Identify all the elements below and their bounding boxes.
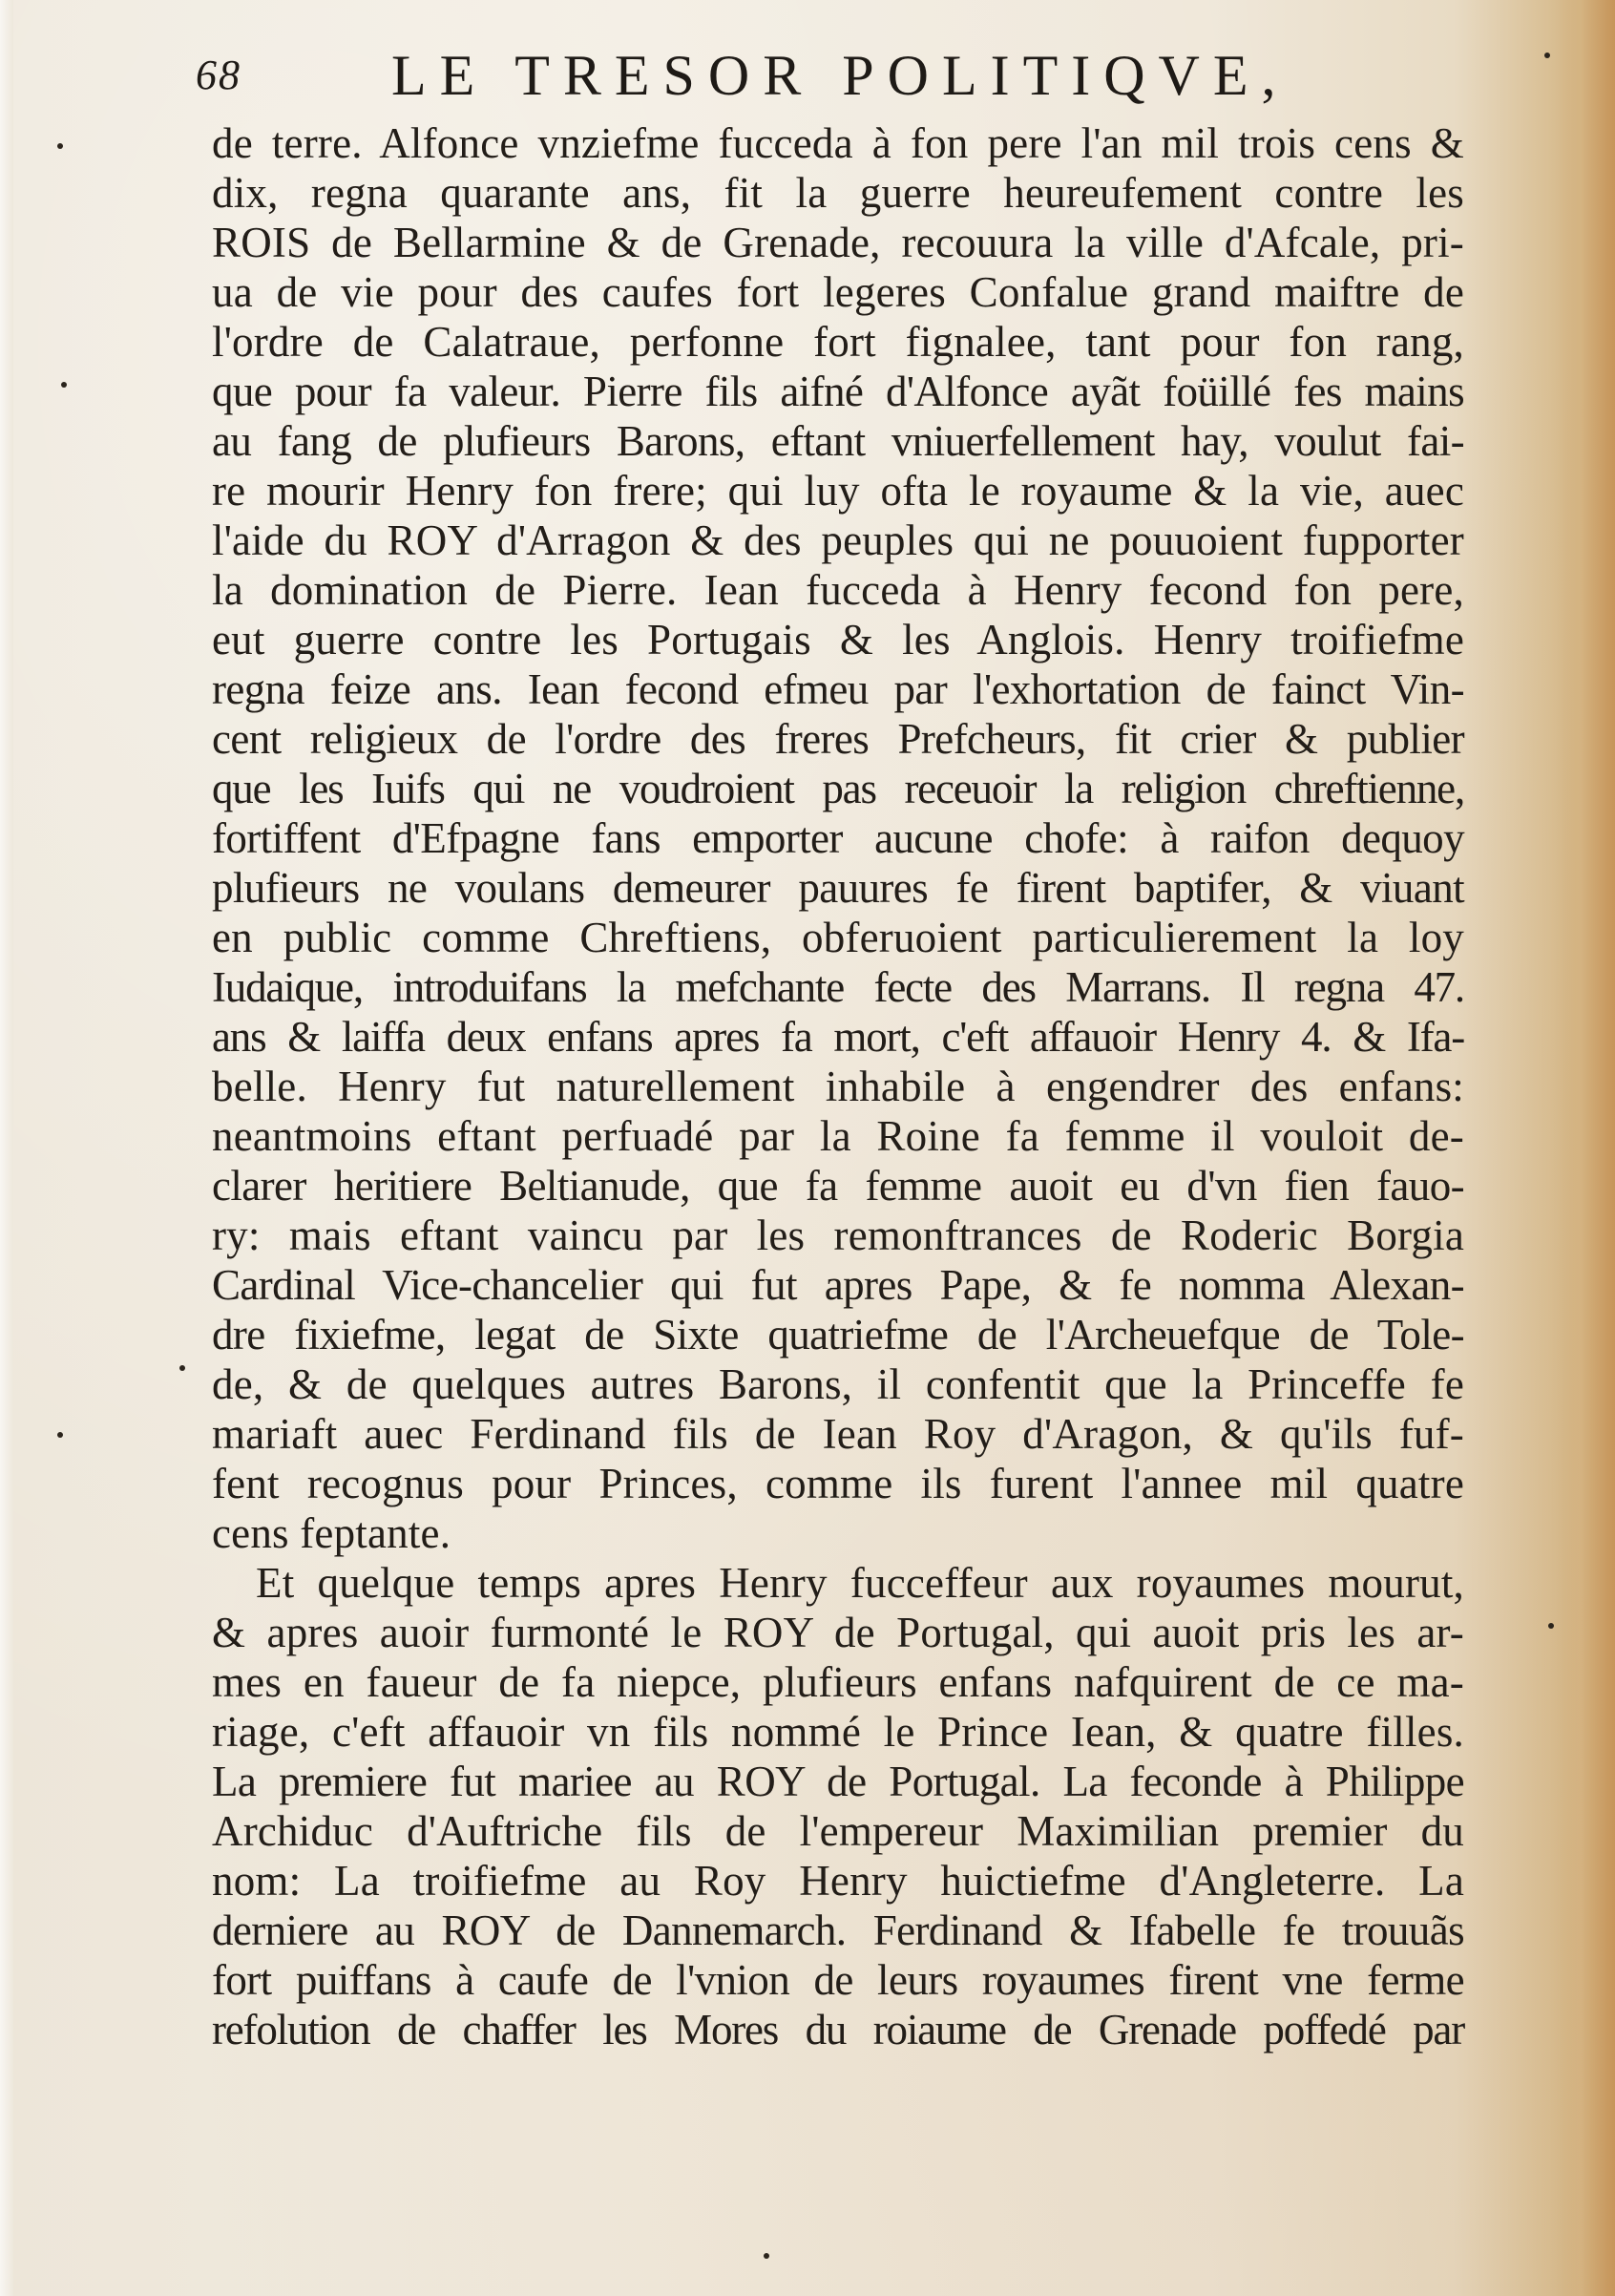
text-line: Et quelque temps apres Henry fucceffeur aux royaumes mourut, (256, 1559, 1464, 1607)
text-line: & apres auoir furmonté le ROY de Portugal, qui auoit pris les ar- (212, 1609, 1464, 1656)
running-head (196, 43, 1456, 110)
text-line: derniere au ROY de Dannemarch. Ferdinand & Ifabelle fe trouuãs (212, 1906, 1464, 1954)
page-edge-shadow (1558, 0, 1615, 2296)
ink-speck (1548, 1623, 1554, 1629)
page-left-margin (0, 0, 13, 2296)
text-line: de terre. Alfonce vnziefme fucceda à fon pere l'an mil trois cens & (212, 119, 1464, 167)
paragraph-1 (212, 118, 1464, 1558)
text-line: fortiffent d'Efpagne fans emporter aucune chofe: à raifon dequoy (212, 814, 1464, 862)
text-line: ua de vie pour des caufes fort legeres Confalue grand maiftre de (212, 268, 1464, 316)
text-line: cent religieux de l'ordre des freres Prefcheurs, fit crier & publier (212, 715, 1464, 763)
text-line: la domination de Pierre. Iean fucceda à Henry fecond fon pere, (212, 566, 1464, 614)
text-line: neantmoins eftant perfuadé par la Roine fa femme il vouloit de- (212, 1112, 1464, 1160)
text-line: fent recognus pour Princes, comme ils furent l'annee mil quatre (212, 1460, 1464, 1507)
text-line: riage, c'eft affauoir vn fils nommé le Prince Iean, & quatre filles. (212, 1708, 1464, 1756)
ink-speck (179, 1365, 185, 1371)
text-line: dix, regna quarante ans, fit la guerre heureufement contre les (212, 169, 1464, 217)
ink-speck (57, 1432, 63, 1438)
paragraph-2 (212, 1558, 1464, 2054)
text-line: Archiduc d'Auftriche fils de l'empereur Maximilian premier du (212, 1807, 1464, 1855)
text-line: re mourir Henry fon frere; qui luy ofta le royaume & la vie, auec (212, 467, 1464, 515)
ink-speck (764, 2253, 769, 2259)
text-line: regna feize ans. Iean fecond efmeu par l'exhortation de fainct Vin- (212, 665, 1464, 713)
text-line: belle. Henry fut naturellement inhabile à engendrer des enfans: (212, 1063, 1464, 1110)
text-line: cens feptante. (212, 1509, 451, 1557)
text-line: en public comme Chreftiens, obferuoient particulierement la loy (212, 914, 1464, 961)
text-line: La premiere fut mariee au ROY de Portugal. La feconde à Philippe (212, 1758, 1464, 1805)
text-line: refolution de chaffer les Mores du roiaume de Grenade poffedé par (212, 2006, 1464, 2054)
text-line: que pour fa valeur. Pierre fils aifné d'Alfonce ayãt foüillé fes mains (212, 368, 1464, 415)
text-line: ans & laiffa deux enfans apres fa mort, c'eft affauoir Henry 4. & Ifa- (212, 1013, 1464, 1061)
text-line: clarer heritiere Beltianude, que fa femme auoit eu d'vn fien fauo- (212, 1162, 1464, 1210)
ink-speck (61, 382, 67, 388)
text-line: que les Iuifs qui ne voudroient pas receuoir la religion chreftienne, (212, 765, 1464, 812)
text-line: ROIS de Bellarmine & de Grenade, recouura la ville d'Afcale, pri- (212, 219, 1464, 266)
text-line: fort puiffans à caufe de l'vnion de leurs royaumes firent vne ferme (212, 1956, 1464, 2004)
text-line: l'ordre de Calatraue, perfonne fort fignalee, tant pour fon rang, (212, 318, 1464, 366)
text-line: mes en faueur de fa niepce, plufieurs enfans nafquirent de ce ma- (212, 1658, 1464, 1706)
ink-speck (57, 143, 63, 149)
ink-speck (1544, 53, 1550, 58)
body-text (212, 118, 1464, 2054)
text-line: Cardinal Vice-chancelier qui fut apres Pape, & fe nomma Alexan- (212, 1261, 1464, 1309)
text-line: eut guerre contre les Portugais & les Anglois. Henry troifiefme (212, 616, 1464, 664)
text-line: au fang de plufieurs Barons, eftant vniuerfellement hay, voulut fai- (212, 417, 1464, 465)
text-line: Iudaique, introduifans la mefchante fecte des Marrans. Il regna 47. (212, 963, 1464, 1011)
text-line: de, & de quelques autres Barons, il confentit que la Princeffe fe (212, 1360, 1464, 1408)
page-number: 68 (196, 52, 241, 98)
text-line: plufieurs ne voulans demeurer pauures fe firent baptifer, & viuant (212, 864, 1464, 912)
text-line: dre fixiefme, legat de Sixte quatriefme de l'Archeuefque de Tole- (212, 1311, 1464, 1359)
text-line: ry: mais eftant vaincu par les remonftrances de Roderic Borgia (212, 1211, 1464, 1259)
text-line: mariaft auec Ferdinand fils de Iean Roy d'Aragon, & qu'ils fuf- (212, 1410, 1464, 1458)
running-title: LE TRESOR POLITIQVE, (391, 44, 1290, 107)
text-line: l'aide du ROY d'Arragon & des peuples qui ne pouuoient fupporter (212, 516, 1464, 564)
text-line: nom: La troifiefme au Roy Henry huictiefme d'Angleterre. La (212, 1857, 1464, 1905)
